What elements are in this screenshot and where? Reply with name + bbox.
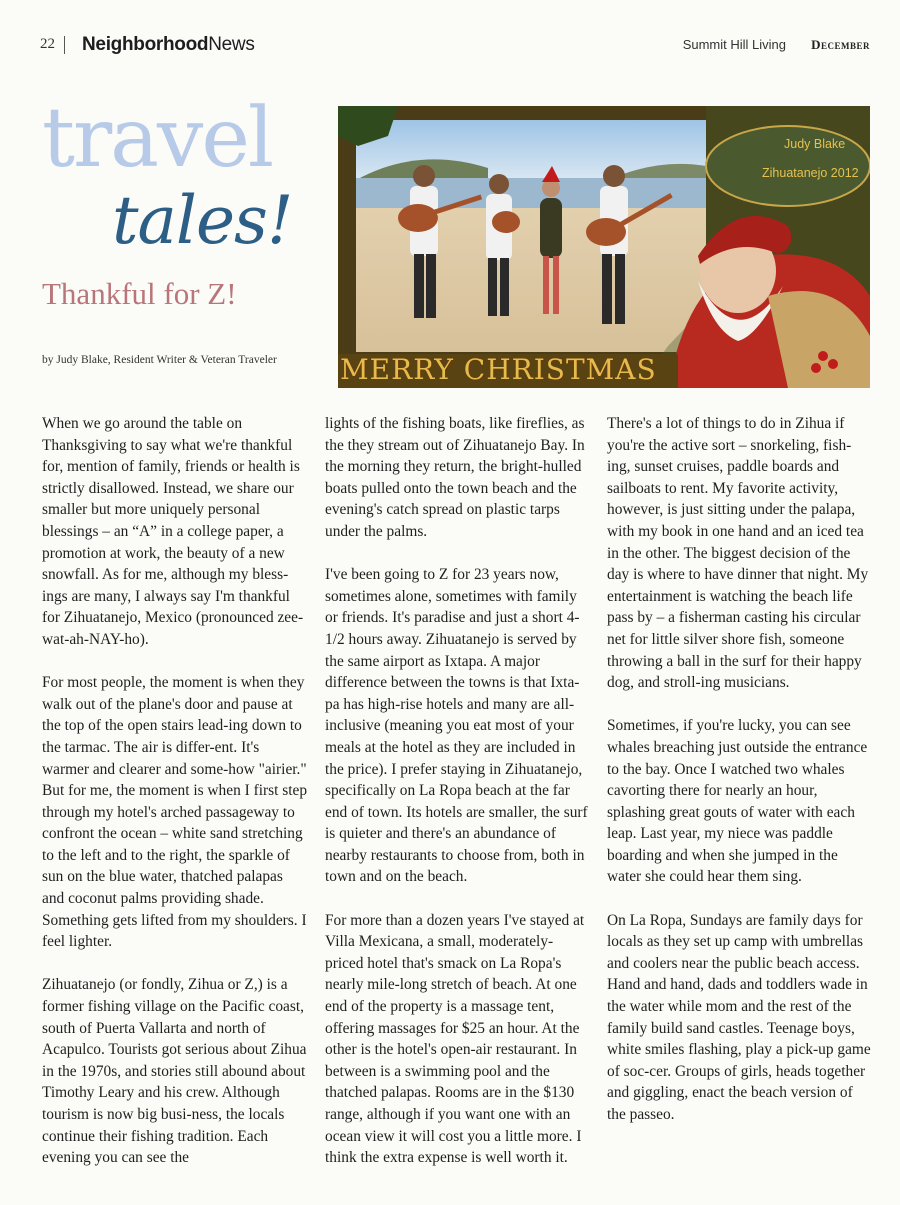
magazine-name: Summit Hill Living bbox=[682, 37, 786, 52]
photo-banner: MERRY CHRISTMAS bbox=[340, 353, 657, 386]
headline-travel: travel bbox=[42, 91, 273, 186]
page-header bbox=[40, 34, 870, 58]
paragraph: I've been going to Z for 23 years now, sometimes alone, sometimes with family or friends. It's paradise and just a short 4-1/2 hours away. Zihuatanejo is served by the same airport as Ixtapa. A major difference between the towns is that Ixta-pa has high-rise hotels and many are all-inclusive (meaning you eat most of your meals at the hotel as they are included in the price). I prefer staying in Zihuatanejo, specifically on La Ropa beach at the far end of town. Its hotels are smaller, the surf is quieter and there's an abundance of nearby restaurants to choose from, both in town and on the beach. bbox=[325, 566, 588, 886]
paragraph: When we go around the table on Thanksgiving to say what we're thankful for, mention of family, friends or health is strictly disallowed. Instead, we share our smaller but more uniquely personal blessings – an “A” in a college paper, a promotion at work, the beauty of a new snowfall. As for me, although my bless-ings are many, I always say I'm thankful for Zihuatanejo, Mexico (pronounced zee-wat-ah-NAY-ho). bbox=[42, 415, 304, 648]
article-column-1 bbox=[42, 413, 308, 1190]
article-subtitle: Thankful for Z! bbox=[42, 276, 237, 311]
section-title bbox=[82, 34, 255, 56]
photo-caption-name: Judy Blake bbox=[784, 137, 846, 151]
page-number: 22 bbox=[40, 36, 55, 52]
paragraph: On La Ropa, Sundays are family days for locals as they set up camp with umbrellas and coolers near the public beach access. Hand and hand, dads and toddlers wade in the water while mom and the rest of the family build sand castles. Teenage boys, white smiles flashing, play a pick-up game of soc-cer. Groups of girls, heads together and giggling, enact the beach version of the passeo. bbox=[607, 911, 871, 1123]
issue-month: December bbox=[811, 37, 870, 52]
paragraph: Zihuatanejo (or fondly, Zihua or Z,) is a former fishing village on the Pacific coast, south of Puerta Vallarta and north of Acapulco. Tourists got serious about Zihua in the 1970s, and stories still abound about Timothy Leary and his crew. Although tourism is now big busi-ness, the locals continue their fishing tradition. Each evening you can see the bbox=[42, 976, 307, 1167]
byline: by Judy Blake, Resident Writer & Veteran Traveler bbox=[42, 354, 277, 366]
headline-tales: tales! bbox=[112, 182, 293, 259]
article-column-3 bbox=[607, 413, 873, 1147]
article-column-2 bbox=[325, 413, 591, 1190]
christmas-card-photo bbox=[338, 106, 870, 388]
paragraph: lights of the fishing boats, like fireflies, as the they stream out of Zihuatanejo Bay. In the morning they return, the bright-hulled boats pulled onto the town beach and the evening's catch spread on plastic tarps under the palms. bbox=[325, 415, 585, 540]
paragraph: For more than a dozen years I've stayed at Villa Mexicana, a small, moderately-priced hotel that's smack on La Ropa's nearly mile-long stretch of beach. At one end of the property is a massage tent, offering massages for $25 an hour. At the other is the hotel's open-air restaurant. In between is a swimming pool and the thatched palapas. Rooms are in the $130 range, although if you want one with an ocean view it will cost you a little more. I think the extra expense is well worth it. bbox=[325, 911, 585, 1167]
section-title-bold: Neighborhood bbox=[82, 34, 209, 55]
paragraph: For most people, the moment is when they walk out of the plane's door and pause at the top of the open stairs lead-ing down to the tarmac. The air is differ-ent. It's warmer and clearer and some-how "airier." But for me, the moment is when I first step through my hotel's arched passageway to confront the ocean – white sand stretching to the left and to the right, the sparkle of sun on the blue water, thatched palapas and coconut palms providing shade. Something gets lifted from my shoulders. I feel lighter. bbox=[42, 674, 308, 951]
header-divider bbox=[64, 36, 65, 54]
paragraph: There's a lot of things to do in Zihua if you're the active sort – snorkeling, fish-ing, sunset cruises, paddle boards and sailboats to rent. My favorite activity, however, is just sitting under the palapa, with my book in one hand and an iced tea in the other. The biggest decision of the day is where to have dinner that night. My entertainment is watching the beach life pass by – a fisherman casting his circular net for little silver shore fish, someone throwing a ball in the surf for their happy dog, and stroll-ing musicians. bbox=[607, 415, 869, 692]
photo-caption-place: Zihuatanejo 2012 bbox=[762, 166, 859, 180]
section-title-light: News bbox=[208, 34, 255, 55]
paragraph: Sometimes, if you're lucky, you can see whales breaching just outside the entrance to the bay. Once I watched two whales cavorting there for nearly an hour, splashing great gouts of water with each leap. Last year, my niece was paddle boarding and when she jumped in the water she could hear them sing. bbox=[607, 717, 868, 886]
